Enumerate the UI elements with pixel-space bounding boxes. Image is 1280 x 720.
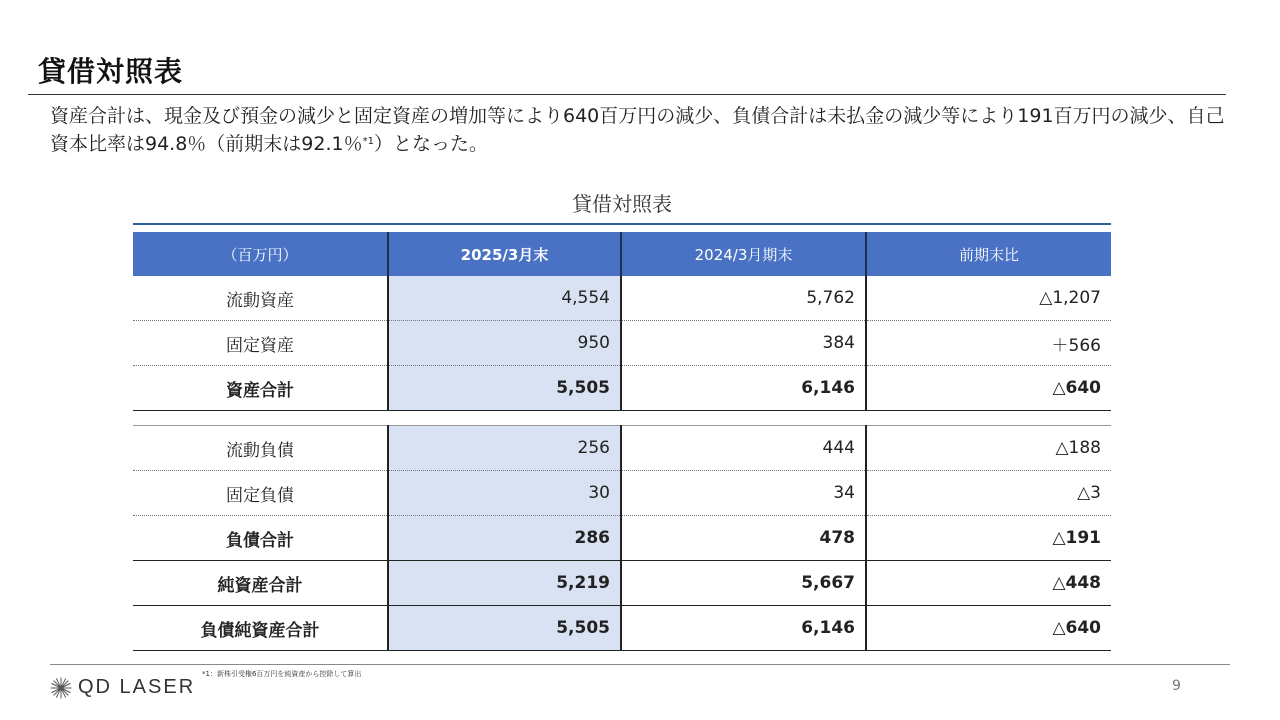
- summary-main: 資産合計は、現金及び預金の減少と固定資産の増加等により640百万円の減少、負債合計は未払金の減少等により191百万円の減少、自己資本比率は94.8％（前期末は92.1％: [50, 105, 1225, 155]
- change-value: △188: [866, 426, 1111, 471]
- prior-value: 444: [822, 438, 855, 458]
- change-value: △191: [866, 516, 1111, 561]
- row-label: 負債純資産合計: [133, 606, 388, 651]
- current-value: 950: [388, 321, 621, 366]
- row-label: 固定資産: [133, 321, 388, 366]
- change-value: △3: [866, 471, 1111, 516]
- page-number: 9: [1172, 678, 1181, 694]
- table-row: [133, 471, 1111, 516]
- prior-value: 384: [621, 321, 866, 366]
- prior-value: 5,667: [621, 561, 866, 606]
- table-row-total-liabilities: [133, 516, 1111, 561]
- row-label: 流動負債: [226, 440, 294, 461]
- current-value: 5,505: [388, 606, 621, 651]
- company-logo: [50, 676, 195, 699]
- prior-value: 34: [621, 471, 866, 516]
- change-value: ＋566: [866, 321, 1111, 366]
- balance-sheet-table: [133, 232, 1111, 651]
- change-value: △1,207: [866, 276, 1111, 321]
- summary-text: [50, 102, 1230, 158]
- prior-value: 5,762: [806, 288, 855, 308]
- current-value: 5,505: [388, 366, 621, 411]
- page-title: 貸借対照表: [38, 55, 184, 88]
- current-value: 5,219: [388, 561, 621, 606]
- table-row-net-assets: [133, 561, 1111, 606]
- footer-divider: [50, 664, 1230, 665]
- current-value: 4,554: [388, 276, 621, 321]
- table-row-total-assets: [133, 366, 1111, 411]
- starburst-icon: [50, 677, 72, 699]
- change-value: △448: [866, 561, 1111, 606]
- prior-value: 478: [621, 516, 866, 561]
- header-change: 前期末比: [866, 232, 1111, 276]
- table-row: [133, 321, 1111, 366]
- change-value: △640: [866, 366, 1111, 411]
- footnote-marker: *1: [362, 136, 374, 147]
- header-current-period: 2025/3月末: [388, 232, 621, 276]
- logo-text: QD LASER: [78, 676, 196, 698]
- title-divider: [28, 94, 1226, 95]
- current-value: 286: [388, 516, 621, 561]
- table-row: [133, 426, 1111, 471]
- prior-value: 6,146: [621, 366, 866, 411]
- row-label: 純資産合計: [133, 561, 388, 606]
- summary-tail: ）となった。: [374, 133, 489, 155]
- header-unit: （百万円）: [133, 232, 388, 276]
- table-title: 貸借対照表: [572, 192, 672, 216]
- change-value: △640: [866, 606, 1111, 651]
- table-row-total-liabilities-net-assets: [133, 606, 1111, 651]
- prior-value: 6,146: [621, 606, 866, 651]
- footnote: *1：新株引受権6百万円を純資産から控除して算出: [202, 670, 362, 678]
- table-title-divider: [133, 223, 1111, 225]
- row-label: 負債合計: [133, 516, 388, 561]
- table-row: [133, 276, 1111, 321]
- row-label: 固定負債: [133, 471, 388, 516]
- current-value: 30: [388, 471, 621, 516]
- current-value: 256: [388, 426, 621, 471]
- table-header-row: [133, 232, 1111, 276]
- row-label: 流動資産: [226, 290, 294, 311]
- table-spacer: [133, 411, 1111, 426]
- row-label: 資産合計: [133, 366, 388, 411]
- header-prior-period: 2024/3月期末: [621, 232, 866, 276]
